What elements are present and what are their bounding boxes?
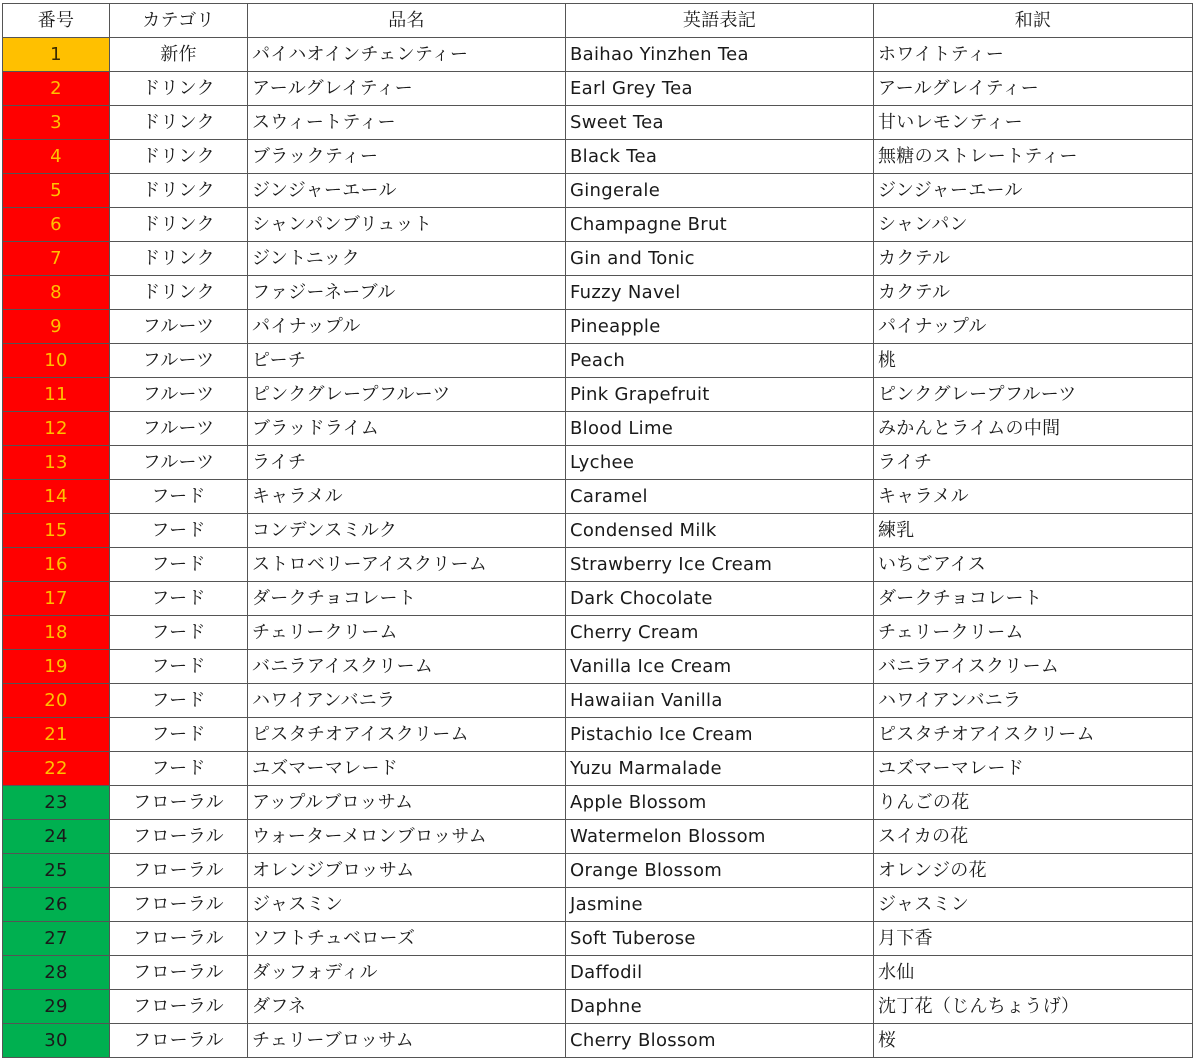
cell-product-name[interactable]: コンデンスミルク xyxy=(248,514,566,548)
cell-japanese-translation[interactable]: 月下香 xyxy=(874,922,1193,956)
header-product-name[interactable]: 品名 xyxy=(248,4,566,38)
cell-category[interactable]: フード xyxy=(110,480,248,514)
cell-number[interactable]: 21 xyxy=(3,718,110,752)
cell-number[interactable]: 13 xyxy=(3,446,110,480)
table-row xyxy=(3,140,1193,174)
cell-category[interactable]: ドリンク xyxy=(110,276,248,310)
cell-product-name[interactable]: ブラックティー xyxy=(248,140,566,174)
table-row xyxy=(3,820,1193,854)
cell-english-name[interactable]: Pink Grapefruit xyxy=(566,378,874,412)
cell-category[interactable]: ドリンク xyxy=(110,106,248,140)
cell-japanese-translation[interactable]: 桜 xyxy=(874,1024,1193,1058)
cell-english-name[interactable]: Yuzu Marmalade xyxy=(566,752,874,786)
table-row xyxy=(3,1024,1193,1058)
cell-category[interactable]: 新作 xyxy=(110,38,248,72)
cell-japanese-translation[interactable]: 無糖のストレートティー xyxy=(874,140,1193,174)
cell-category[interactable]: フード xyxy=(110,616,248,650)
cell-number[interactable]: 5 xyxy=(3,174,110,208)
cell-japanese-translation[interactable]: ダークチョコレート xyxy=(874,582,1193,616)
cell-number[interactable]: 3 xyxy=(3,106,110,140)
cell-product-name[interactable]: ジャスミン xyxy=(248,888,566,922)
cell-japanese-translation[interactable]: 甘いレモンティー xyxy=(874,106,1193,140)
cell-number[interactable]: 24 xyxy=(3,820,110,854)
cell-category[interactable]: フード xyxy=(110,684,248,718)
cell-english-name[interactable]: Pistachio Ice Cream xyxy=(566,718,874,752)
product-table xyxy=(2,3,1193,1058)
cell-number[interactable]: 18 xyxy=(3,616,110,650)
header-english-name[interactable]: 英語表記 xyxy=(566,4,874,38)
cell-category[interactable]: フルーツ xyxy=(110,378,248,412)
cell-number[interactable]: 16 xyxy=(3,548,110,582)
cell-english-name[interactable]: Vanilla Ice Cream xyxy=(566,650,874,684)
cell-english-name[interactable]: Cherry Cream xyxy=(566,616,874,650)
cell-english-name[interactable]: Daffodil xyxy=(566,956,874,990)
cell-product-name[interactable]: アップルブロッサム xyxy=(248,786,566,820)
cell-product-name[interactable]: アールグレイティー xyxy=(248,72,566,106)
table-row xyxy=(3,548,1193,582)
cell-product-name[interactable]: ハワイアンバニラ xyxy=(248,684,566,718)
cell-product-name[interactable]: スウィートティー xyxy=(248,106,566,140)
cell-category[interactable]: フルーツ xyxy=(110,412,248,446)
cell-japanese-translation[interactable]: アールグレイティー xyxy=(874,72,1193,106)
cell-english-name[interactable]: Sweet Tea xyxy=(566,106,874,140)
cell-japanese-translation[interactable]: ジンジャーエール xyxy=(874,174,1193,208)
cell-number[interactable]: 9 xyxy=(3,310,110,344)
cell-product-name[interactable]: ストロベリーアイスクリーム xyxy=(248,548,566,582)
cell-japanese-translation[interactable]: シャンパン xyxy=(874,208,1193,242)
table-header xyxy=(3,4,1193,38)
cell-product-name[interactable]: ファジーネーブル xyxy=(248,276,566,310)
cell-japanese-translation[interactable]: りんごの花 xyxy=(874,786,1193,820)
cell-english-name[interactable]: Watermelon Blossom xyxy=(566,820,874,854)
cell-english-name[interactable]: Jasmine xyxy=(566,888,874,922)
cell-product-name[interactable]: シャンパンブリュット xyxy=(248,208,566,242)
cell-category[interactable]: ドリンク xyxy=(110,72,248,106)
table-row xyxy=(3,990,1193,1024)
cell-number[interactable]: 14 xyxy=(3,480,110,514)
cell-number[interactable]: 29 xyxy=(3,990,110,1024)
cell-product-name[interactable]: ピーチ xyxy=(248,344,566,378)
cell-category[interactable]: フローラル xyxy=(110,786,248,820)
cell-product-name[interactable]: ダフネ xyxy=(248,990,566,1024)
cell-japanese-translation[interactable]: オレンジの花 xyxy=(874,854,1193,888)
cell-category[interactable]: フローラル xyxy=(110,854,248,888)
cell-japanese-translation[interactable]: パイナップル xyxy=(874,310,1193,344)
cell-japanese-translation[interactable]: 沈丁花（じんちょうげ） xyxy=(874,990,1193,1024)
cell-number[interactable]: 27 xyxy=(3,922,110,956)
cell-number[interactable]: 15 xyxy=(3,514,110,548)
cell-category[interactable]: フローラル xyxy=(110,990,248,1024)
cell-number[interactable]: 17 xyxy=(3,582,110,616)
cell-english-name[interactable]: Lychee xyxy=(566,446,874,480)
cell-number[interactable]: 22 xyxy=(3,752,110,786)
cell-japanese-translation[interactable]: 水仙 xyxy=(874,956,1193,990)
cell-japanese-translation[interactable]: チェリークリーム xyxy=(874,616,1193,650)
cell-english-name[interactable]: Fuzzy Navel xyxy=(566,276,874,310)
cell-japanese-translation[interactable]: ライチ xyxy=(874,446,1193,480)
cell-product-name[interactable]: ライチ xyxy=(248,446,566,480)
cell-english-name[interactable]: Hawaiian Vanilla xyxy=(566,684,874,718)
table-row xyxy=(3,38,1193,72)
cell-category[interactable]: フローラル xyxy=(110,1024,248,1058)
cell-product-name[interactable]: ジントニック xyxy=(248,242,566,276)
cell-category[interactable]: ドリンク xyxy=(110,242,248,276)
cell-japanese-translation[interactable]: ハワイアンバニラ xyxy=(874,684,1193,718)
cell-japanese-translation[interactable]: ピスタチオアイスクリーム xyxy=(874,718,1193,752)
cell-japanese-translation[interactable]: 練乳 xyxy=(874,514,1193,548)
cell-japanese-translation[interactable]: ホワイトティー xyxy=(874,38,1193,72)
cell-number[interactable]: 2 xyxy=(3,72,110,106)
cell-english-name[interactable]: Orange Blossom xyxy=(566,854,874,888)
cell-product-name[interactable]: ユズマーマレード xyxy=(248,752,566,786)
cell-product-name[interactable]: パイナップル xyxy=(248,310,566,344)
header-row xyxy=(3,4,1193,38)
cell-number[interactable]: 19 xyxy=(3,650,110,684)
cell-number[interactable]: 10 xyxy=(3,344,110,378)
cell-english-name[interactable]: Peach xyxy=(566,344,874,378)
cell-english-name[interactable]: Gingerale xyxy=(566,174,874,208)
cell-product-name[interactable]: オレンジブロッサム xyxy=(248,854,566,888)
cell-category[interactable]: フローラル xyxy=(110,888,248,922)
cell-japanese-translation[interactable]: スイカの花 xyxy=(874,820,1193,854)
cell-category[interactable]: フード xyxy=(110,718,248,752)
cell-japanese-translation[interactable]: みかんとライムの中間 xyxy=(874,412,1193,446)
cell-number[interactable]: 26 xyxy=(3,888,110,922)
cell-category[interactable]: フローラル xyxy=(110,956,248,990)
cell-product-name[interactable]: チェリーブロッサム xyxy=(248,1024,566,1058)
table-row xyxy=(3,650,1193,684)
cell-category[interactable]: フルーツ xyxy=(110,344,248,378)
header-number[interactable]: 番号 xyxy=(3,4,110,38)
cell-product-name[interactable]: ダークチョコレート xyxy=(248,582,566,616)
cell-category[interactable]: ドリンク xyxy=(110,208,248,242)
cell-english-name[interactable]: Black Tea xyxy=(566,140,874,174)
table-row xyxy=(3,684,1193,718)
cell-category[interactable]: フルーツ xyxy=(110,446,248,480)
table-row xyxy=(3,310,1193,344)
cell-product-name[interactable]: バニラアイスクリーム xyxy=(248,650,566,684)
cell-japanese-translation[interactable]: ユズマーマレード xyxy=(874,752,1193,786)
header-japanese-translation[interactable]: 和訳 xyxy=(874,4,1193,38)
cell-english-name[interactable]: Baihao Yinzhen Tea xyxy=(566,38,874,72)
cell-category[interactable]: ドリンク xyxy=(110,140,248,174)
cell-number[interactable]: 30 xyxy=(3,1024,110,1058)
table-row xyxy=(3,786,1193,820)
cell-japanese-translation[interactable]: カクテル xyxy=(874,242,1193,276)
cell-japanese-translation[interactable]: カクテル xyxy=(874,276,1193,310)
table-row xyxy=(3,956,1193,990)
table-row xyxy=(3,208,1193,242)
cell-english-name[interactable]: Daphne xyxy=(566,990,874,1024)
cell-japanese-translation[interactable]: ピンクグレープフルーツ xyxy=(874,378,1193,412)
table-row xyxy=(3,174,1193,208)
table-row xyxy=(3,106,1193,140)
cell-category[interactable]: フルーツ xyxy=(110,310,248,344)
table-row xyxy=(3,922,1193,956)
cell-product-name[interactable]: チェリークリーム xyxy=(248,616,566,650)
cell-english-name[interactable]: Blood Lime xyxy=(566,412,874,446)
cell-category[interactable]: フード xyxy=(110,650,248,684)
table-row xyxy=(3,888,1193,922)
cell-product-name[interactable]: ウォーターメロンブロッサム xyxy=(248,820,566,854)
cell-number[interactable]: 7 xyxy=(3,242,110,276)
cell-product-name[interactable]: ジンジャーエール xyxy=(248,174,566,208)
table-row xyxy=(3,480,1193,514)
cell-category[interactable]: フード xyxy=(110,514,248,548)
table-row xyxy=(3,514,1193,548)
cell-category[interactable]: フローラル xyxy=(110,820,248,854)
table-row xyxy=(3,718,1193,752)
table-row xyxy=(3,344,1193,378)
table-row xyxy=(3,582,1193,616)
cell-english-name[interactable]: Gin and Tonic xyxy=(566,242,874,276)
table-row xyxy=(3,412,1193,446)
cell-number[interactable]: 6 xyxy=(3,208,110,242)
table-row xyxy=(3,752,1193,786)
cell-english-name[interactable]: Dark Chocolate xyxy=(566,582,874,616)
cell-number[interactable]: 11 xyxy=(3,378,110,412)
cell-product-name[interactable]: ソフトチュベローズ xyxy=(248,922,566,956)
cell-category[interactable]: フード xyxy=(110,582,248,616)
cell-english-name[interactable]: Pineapple xyxy=(566,310,874,344)
cell-number[interactable]: 12 xyxy=(3,412,110,446)
cell-category[interactable]: フローラル xyxy=(110,922,248,956)
cell-number[interactable]: 20 xyxy=(3,684,110,718)
cell-english-name[interactable]: Cherry Blossom xyxy=(566,1024,874,1058)
cell-product-name[interactable]: キャラメル xyxy=(248,480,566,514)
table-body xyxy=(3,38,1193,1058)
cell-product-name[interactable]: パイハオインチェンティー xyxy=(248,38,566,72)
cell-product-name[interactable]: ピスタチオアイスクリーム xyxy=(248,718,566,752)
header-category[interactable]: カテゴリ xyxy=(110,4,248,38)
cell-number[interactable]: 23 xyxy=(3,786,110,820)
cell-english-name[interactable]: Earl Grey Tea xyxy=(566,72,874,106)
cell-japanese-translation[interactable]: バニラアイスクリーム xyxy=(874,650,1193,684)
table-row xyxy=(3,72,1193,106)
cell-category[interactable]: フード xyxy=(110,752,248,786)
cell-english-name[interactable]: Champagne Brut xyxy=(566,208,874,242)
cell-english-name[interactable]: Condensed Milk xyxy=(566,514,874,548)
cell-number[interactable]: 1 xyxy=(3,38,110,72)
cell-english-name[interactable]: Strawberry Ice Cream xyxy=(566,548,874,582)
cell-category[interactable]: ドリンク xyxy=(110,174,248,208)
table-row xyxy=(3,242,1193,276)
cell-number[interactable]: 28 xyxy=(3,956,110,990)
cell-number[interactable]: 25 xyxy=(3,854,110,888)
cell-japanese-translation[interactable]: ジャスミン xyxy=(874,888,1193,922)
table-row xyxy=(3,616,1193,650)
table-row xyxy=(3,276,1193,310)
cell-english-name[interactable]: Caramel xyxy=(566,480,874,514)
cell-english-name[interactable]: Apple Blossom xyxy=(566,786,874,820)
cell-category[interactable]: フード xyxy=(110,548,248,582)
cell-japanese-translation[interactable]: キャラメル xyxy=(874,480,1193,514)
table-row xyxy=(3,854,1193,888)
cell-product-name[interactable]: ダッフォディル xyxy=(248,956,566,990)
table-row xyxy=(3,378,1193,412)
cell-product-name[interactable]: ブラッドライム xyxy=(248,412,566,446)
cell-japanese-translation[interactable]: 桃 xyxy=(874,344,1193,378)
cell-product-name[interactable]: ピンクグレープフルーツ xyxy=(248,378,566,412)
cell-japanese-translation[interactable]: いちごアイス xyxy=(874,548,1193,582)
cell-number[interactable]: 4 xyxy=(3,140,110,174)
cell-english-name[interactable]: Soft Tuberose xyxy=(566,922,874,956)
cell-number[interactable]: 8 xyxy=(3,276,110,310)
table-row xyxy=(3,446,1193,480)
